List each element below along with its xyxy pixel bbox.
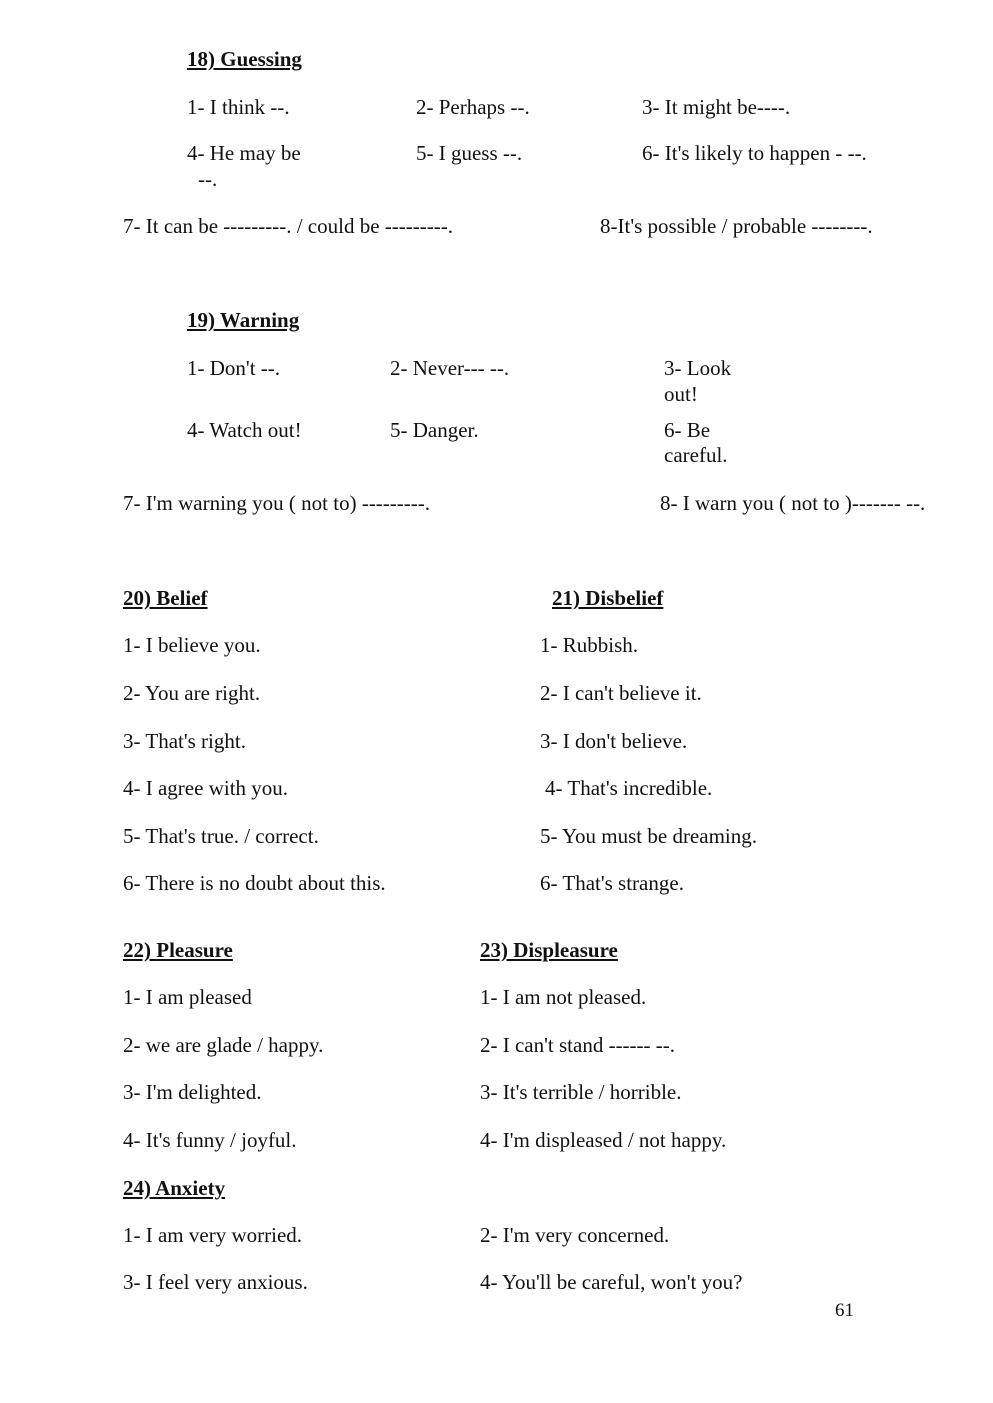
displeasure-item: 4- I'm displeased / not happy. (480, 1128, 727, 1152)
anxiety-heading: 24) Anxiety (123, 1176, 226, 1200)
guessing-item: 5- I guess --. (416, 141, 523, 165)
warning-heading: 19) Warning (187, 308, 300, 332)
displeasure-heading: 23) Displeasure (480, 938, 618, 962)
pleasure-item: 3- I'm delighted. (123, 1080, 262, 1104)
disbelief-item: 3- I don't believe. (540, 729, 688, 753)
guessing-item: 3- It might be----. (642, 95, 791, 119)
page-number: 61 (835, 1300, 854, 1321)
warning-item: 5- Danger. (390, 418, 479, 442)
guessing-item: 4- He may be (187, 141, 301, 165)
guessing-heading: 18) Guessing (187, 47, 302, 71)
anxiety-item: 1- I am very worried. (123, 1223, 303, 1247)
displeasure-item: 2- I can't stand ------ --. (480, 1033, 676, 1057)
belief-item: 2- You are right. (123, 681, 261, 705)
warning-item: 2- Never--- --. (390, 356, 510, 380)
belief-item: 5- That's true. / correct. (123, 824, 319, 848)
belief-item: 6- There is no doubt about this. (123, 871, 386, 895)
warning-item: 4- Watch out! (187, 418, 302, 442)
guessing-item-continuation: --. (198, 167, 218, 191)
warning-item: 8- I warn you ( not to )------- --. (660, 491, 926, 515)
displeasure-item: 3- It's terrible / horrible. (480, 1080, 682, 1104)
belief-item: 1- I believe you. (123, 633, 261, 657)
warning-item: 7- I'm warning you ( not to) ---------. (123, 491, 431, 515)
disbelief-item: 5- You must be dreaming. (540, 824, 757, 848)
anxiety-item: 3- I feel very anxious. (123, 1270, 308, 1294)
belief-heading: 20) Belief (123, 586, 208, 610)
pleasure-heading: 22) Pleasure (123, 938, 233, 962)
belief-item: 3- That's right. (123, 729, 246, 753)
disbelief-item: 2- I can't believe it. (540, 681, 702, 705)
warning-item-continuation: out! (664, 382, 698, 406)
pleasure-item: 4- It's funny / joyful. (123, 1128, 297, 1152)
warning-item-continuation: careful. (664, 443, 728, 467)
anxiety-item: 2- I'm very concerned. (480, 1223, 670, 1247)
guessing-item: 6- It's likely to happen - --. (642, 141, 867, 165)
displeasure-item: 1- I am not pleased. (480, 985, 647, 1009)
warning-item: 6- Be (664, 418, 711, 442)
guessing-item: 7- It can be ---------. / could be ---------. (123, 214, 453, 238)
guessing-item: 2- Perhaps --. (416, 95, 530, 119)
disbelief-item: 1- Rubbish. (540, 633, 639, 657)
guessing-item: 1- I think --. (187, 95, 290, 119)
guessing-item: 8-It's possible / probable --------. (600, 214, 873, 238)
disbelief-heading: 21) Disbelief (552, 586, 664, 610)
belief-item: 4- I agree with you. (123, 776, 289, 800)
anxiety-item: 4- You'll be careful, won't you? (480, 1270, 743, 1294)
warning-item: 1- Don't --. (187, 356, 281, 380)
warning-item: 3- Look (664, 356, 732, 380)
disbelief-item: 4- That's incredible. (545, 776, 713, 800)
pleasure-item: 1- I am pleased (123, 985, 252, 1009)
pleasure-item: 2- we are glade / happy. (123, 1033, 324, 1057)
disbelief-item: 6- That's strange. (540, 871, 684, 895)
